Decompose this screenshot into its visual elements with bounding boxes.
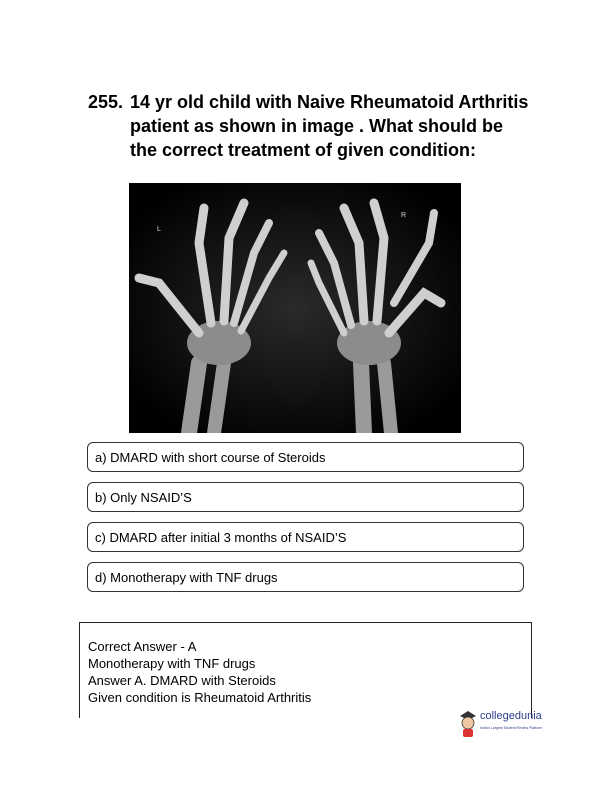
correct-answer-line: Correct Answer - A [88,639,197,654]
hand-xray-image [129,183,461,433]
logo-tagline: India's Largest Student Review Platform [480,726,543,730]
question-number: 255. [88,92,124,112]
option-c[interactable]: c) DMARD after initial 3 months of NSAID’S [87,522,524,552]
left-marker: L [157,226,161,233]
option-a[interactable]: a) DMARD with short course of Steroids [87,442,524,472]
answer-line: Monotherapy with TNF drugs [88,656,256,671]
option-d[interactable]: d) Monotherapy with TNF drugs [87,562,524,592]
collegedunia-logo [458,706,568,740]
explanation-line: Given condition is Rheumatoid Arthritis [88,690,312,705]
option-b[interactable]: b) Only NSAID’S [87,482,524,512]
answer-box [79,622,532,718]
right-marker: R [401,212,407,219]
graduate-mascot-icon [458,708,478,738]
question-text: 14 yr old child with Naive Rheumatoid Arthritis patient as shown in image . What should be the correct treatment of given condition: [130,92,529,160]
answer-line: Answer A. DMARD with Steroids [88,673,276,688]
logo-brand: collegedunia [480,710,542,722]
